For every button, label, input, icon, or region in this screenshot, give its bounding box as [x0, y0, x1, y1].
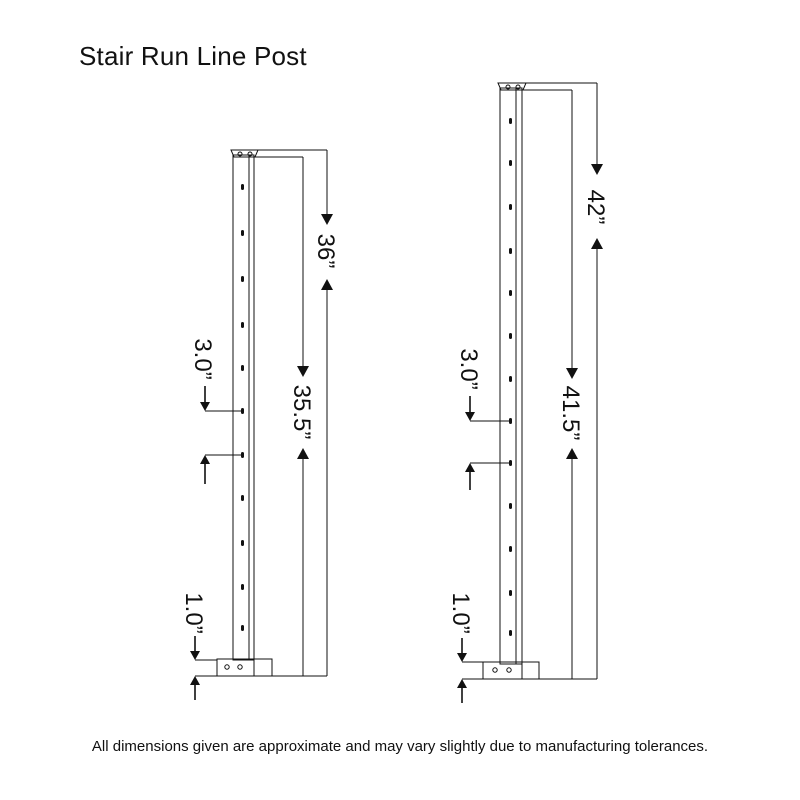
post-short — [180, 150, 339, 700]
dimension-bottom — [447, 592, 483, 703]
cable-holes — [241, 184, 244, 631]
dimension-inner-label: 35.5” — [288, 384, 315, 440]
arrow-icon — [190, 651, 200, 685]
cable-holes — [509, 118, 512, 636]
dimension-total — [526, 83, 609, 679]
footnote: All dimensions given are approximate and may vary slightly due to manufacturing tolerances. — [91, 738, 709, 755]
dimension-inner — [254, 157, 315, 676]
dimension-spacing — [189, 338, 244, 484]
dimension-total-label: 42” — [582, 189, 609, 225]
dimension-bottom-label: 1.0” — [180, 592, 207, 634]
dimension-bottom — [180, 592, 217, 700]
dimension-inner — [522, 90, 584, 679]
post-tall — [447, 83, 609, 703]
dimension-inner-label: 41.5” — [557, 385, 584, 441]
post-icon — [483, 83, 539, 679]
dimension-spacing — [455, 348, 511, 490]
dimension-spacing-label: 3.0” — [455, 348, 482, 390]
dimension-total-label: 36” — [312, 233, 339, 269]
dimension-spacing-label: 3.0” — [189, 338, 216, 380]
post-icon — [217, 150, 272, 676]
page-title: Stair Run Line Post — [79, 41, 307, 71]
arrow-icon — [457, 653, 467, 688]
dimension-bottom-label: 1.0” — [447, 592, 474, 634]
